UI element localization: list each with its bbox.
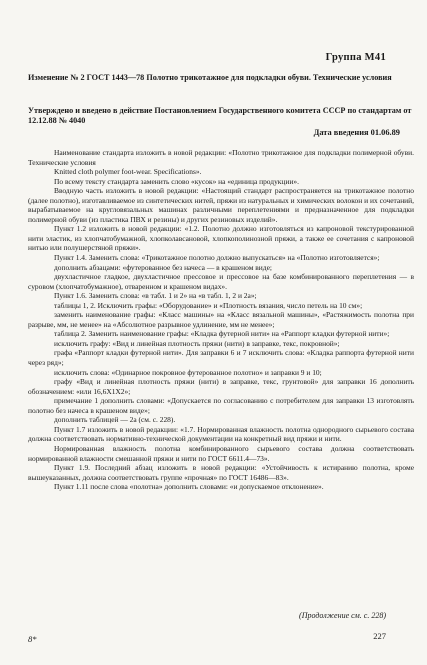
paragraph: дополнить абзацами: «футерованное без начеса — в крашеном виде; [54,262,272,272]
paragraph: Вводную часть изложить в новой редакции: «Настоящий стандарт распространяется на трикотажное полотно (далее полотно), изготавливаемое из синтетических нитей, пряжи из натуральных и химических волокон и их сочетаний, вырабатываемое на кругловязальных машинах различными переплетениями и предназначенное для подкладки полимерной обуви (из пластика ПВХ и резины) и других резиновых изделий». [28,186,414,224]
paragraph: заменить наименование графы: «Класс машины» на «Класс вязальной машины», «Растяжимость полотна при разрыве, мм, не менее» на «Абсолютное разрывное удлинение, мм не менее»; [28,310,414,329]
paragraph: Пункт 1.2 изложить в новой редакции: «1.2. Полотно должно изготовляться из капроновой текстурированной нити эластик, из хлопчатобумажной, хлопколавсановой, хлопкополинозной пряжи, а также ее сочетания с капроновой нитью или полушерстяной пряжи». [28,224,414,253]
group-label: Группа М41 [325,52,386,63]
paragraph: графа «Раппорт кладки футерной нити». Для заправки 6 и 7 исключить слова: «Кладка раппорта футерной нити через ряд»; [28,348,414,368]
paragraph: Пункт 1.7 изложить в новой редакции: «1.7. Нормированная влажность полотна однородного сырьевого состава должна соответствовать нормативно-технической документации на конкретный вид пряжи и нити. [28,424,414,444]
continuation-note: (Продолжение см. с. 228) [299,611,386,620]
paragraph: Пункт 1.4. Заменить слова: «Трикотажное полотно должно выпускаться» на «Полотно изготовляется»; [54,253,380,263]
paragraph: двухластичное гладкое, двухластичное прессовое и прессовое на базе комбинированного переплетения — в суровом (хлопчатобумажное), отваренном и крашеном видах». [28,272,414,291]
document-body [28,148,414,492]
paragraph: исключить слова: «Одинарное покровное футерованное полотно» и заправки 9 и 10; [54,367,322,377]
footer-mark: 8* [28,634,37,644]
paragraph: исключить графу: «Вид и линейная плотность пряжи (нити) в заправке, текс, покровной»; [54,338,340,348]
paragraph: дополнить таблицей — 2а (см. с. 228). [54,415,176,425]
paragraph: Пункт 1.6. Заменить слова: «в табл. 1 и 2» на «в табл. 1, 2 и 2а»; [54,291,257,301]
change-title: Изменение № 2 ГОСТ 1443—78 Полотно трикотажное для подкладки обуви. Технические условия [28,73,392,82]
paragraph: По всему тексту стандарта заменить слово «кусок» на «единица продукции». [54,176,299,186]
paragraph: таблицы 1, 2. Исключить графы: «Оборудование» и «Плотность вязания, число петель на 10 см»; [54,300,363,310]
paragraph: примечание 1 дополнить словами: «Допускается по согласованию с потребителем для заправки 13 изготовлять полотно без начеса в крашеном виде»; [28,396,414,415]
paragraph: Пункт 1.9. Последний абзац изложить в новой редакции: «Устойчивость к истиранию полотна, кроме вышеуказанных, должна соответствовать группе «прочная» по ГОСТ 16486—83». [28,463,414,482]
page-number: 227 [373,631,386,641]
effective-date: Дата введения 01.06.89 [313,128,400,137]
paragraph: графу «Вид и линейная плотность пряжи (нити) в заправке, текс, грунтовой» для заправки 16 дополнить обозначением: «или 16,6Х1Х2»; [28,377,414,396]
paragraph: Наименование стандарта изложить в новой редакции: «Полотно трикотажное для подкладки полимерной обуви. Технические условия [28,148,414,167]
paragraph: Knitted cloth polymer foot-wear. Specifications». [54,167,202,177]
paragraph: таблица 2. Заменить наименование графы: «Кладка футерной нити» на «Раппорт кладки футерной нити»; [54,329,390,339]
approval-line: Утверждено и введено в действие Постановлением Государственного комитета СССР по стандартам от 12.12.88 № 4040 [28,106,412,125]
paragraph: Пункт 1.11 после слова «полотна» дополнить словами: «и допускаемое отклонение». [54,482,324,492]
paragraph: Нормированная влажность полотна комбинированного сырьевого состава должна соответствовать нормированной влажности смешанной пряжи и нити по ГОСТ 6611.4—73». [28,443,414,463]
